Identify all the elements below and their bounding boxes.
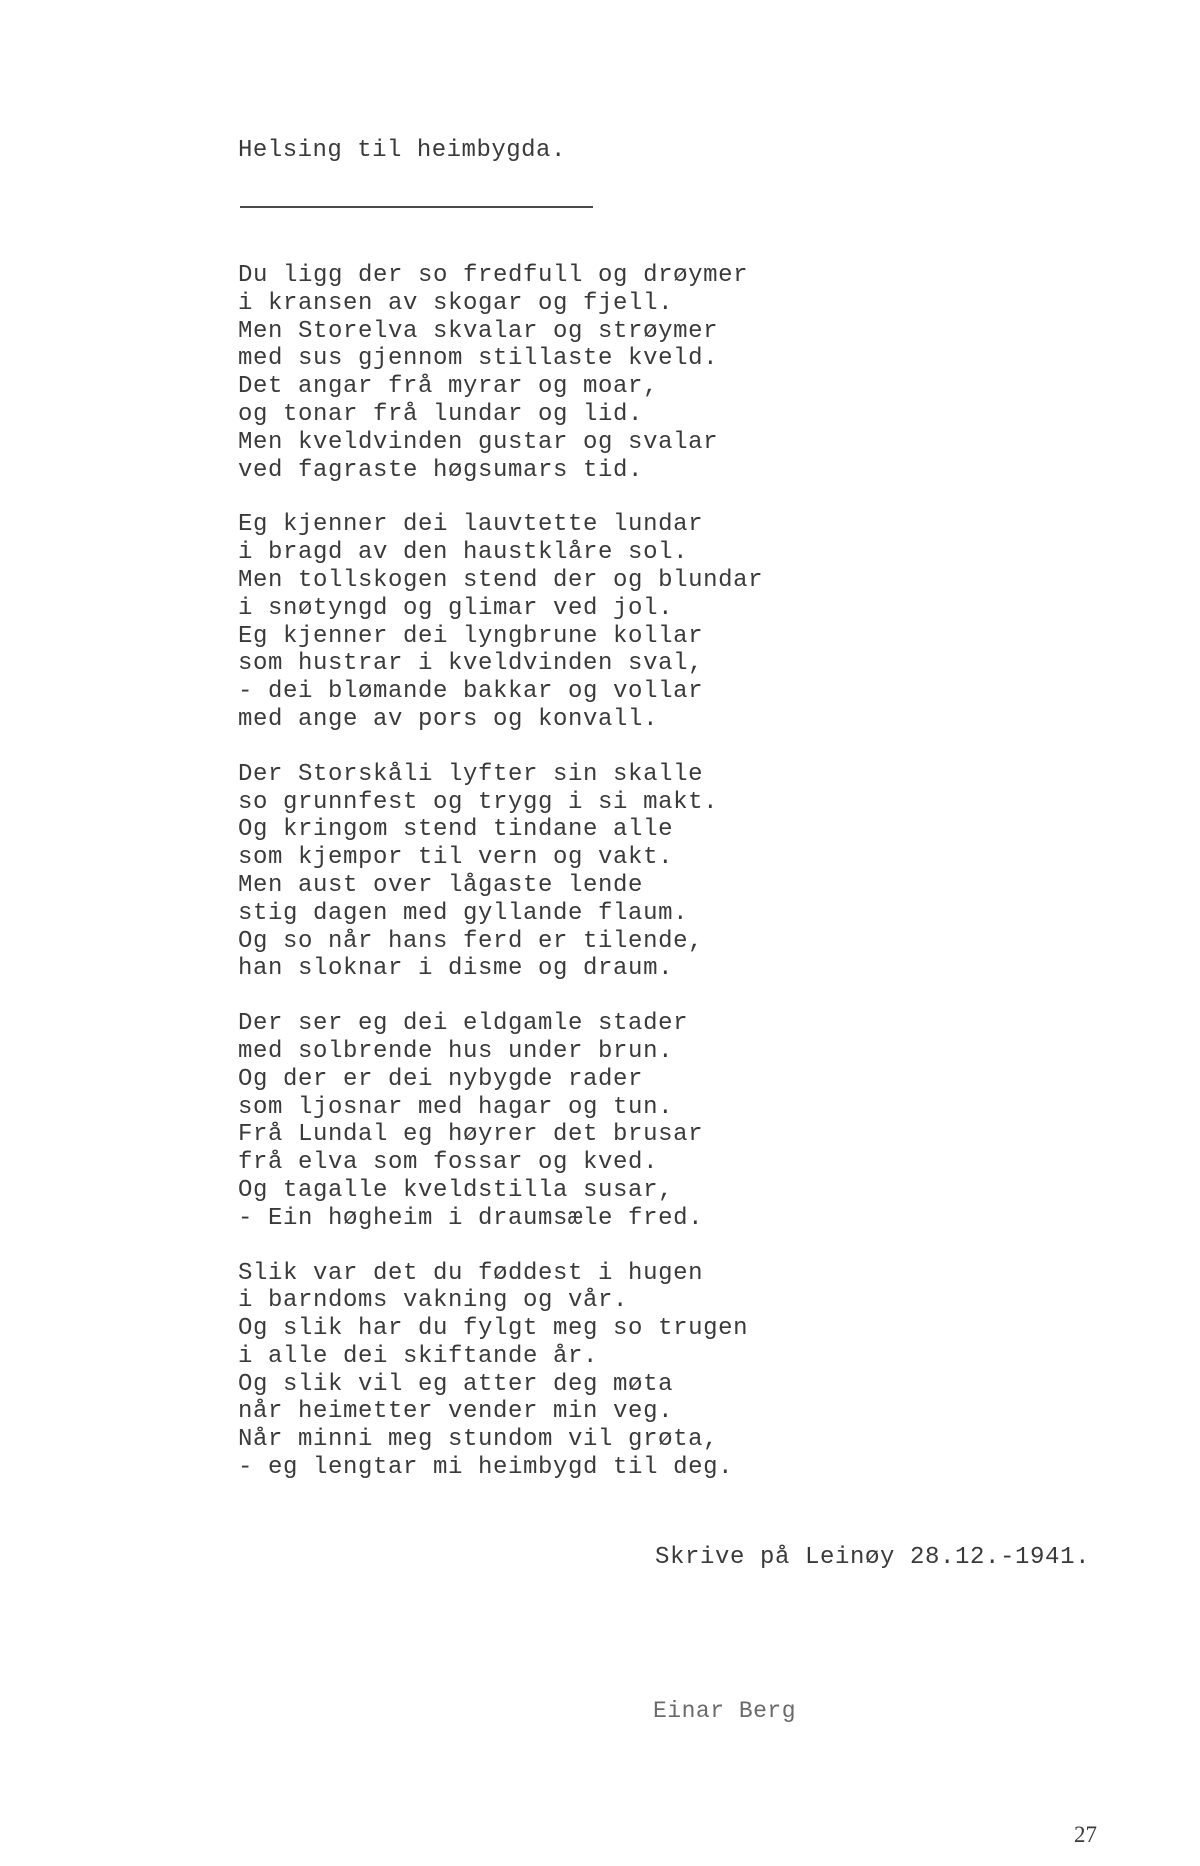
poem-line: i alle dei skiftande år. [238, 1342, 599, 1370]
poem-line: so grunnfest og trygg i si makt. [238, 788, 719, 816]
poem-line: han sloknar i disme og draum. [238, 955, 674, 983]
dateline: Skrive på Leinøy 28.12.-1941. [655, 1544, 1091, 1571]
title-underline [240, 206, 593, 208]
poem-line: Og kringom stend tindane alle [238, 816, 674, 844]
poem-line: Der Storskåli lyfter sin skalle [238, 760, 704, 788]
poem-line: Og slik vil eg atter deg møta [238, 1370, 674, 1398]
poem-line: Men Storelva skvalar og strøymer [238, 317, 719, 345]
poem-line: Men kveldvinden gustar og svalar [238, 428, 719, 456]
poem-line: Og slik har du fylgt meg so trugen [238, 1315, 749, 1343]
poem-line: Der ser eg dei eldgamle stader [238, 1010, 689, 1038]
poem-line: Eg kjenner dei lyngbrune kollar [238, 622, 704, 650]
stanza-3 [238, 761, 1138, 983]
poem-line: frå elva som fossar og kved. [238, 1149, 659, 1177]
poem-line: i bragd av den haustklåre sol. [238, 539, 689, 567]
poem-line: Når minni meg stundom vil grøta, [238, 1426, 719, 1454]
poem-line: - dei blømande bakkar og vollar [238, 678, 704, 706]
poem-line: Slik var det du føddest i hugen [238, 1259, 704, 1287]
poem-line: som hustrar i kveldvinden sval, [238, 650, 704, 678]
poem-line: Du ligg der so fredfull og drøymer [238, 262, 749, 289]
poem-line: og tonar frå lundar og lid. [238, 400, 644, 428]
poem-line: i barndoms vakning og vår. [238, 1287, 629, 1315]
poem-line: Og so når hans ferd er tilende, [238, 927, 704, 955]
poem-line: Men aust over lågaste lende [238, 871, 644, 899]
poem-line: Frå Lundal eg høyrer det brusar [238, 1121, 704, 1149]
poem-line: Og der er dei nybygde rader [238, 1065, 644, 1093]
poem-line: med sus gjennom stillaste kveld. [238, 345, 719, 373]
poem-line: i kransen av skogar og fjell. [238, 289, 674, 317]
poem-line: Det angar frå myrar og moar, [238, 373, 659, 401]
stanza-4 [238, 1010, 1138, 1232]
page-number: 27 [1074, 1822, 1097, 1847]
poem-line: Og tagalle kveldstilla susar, [238, 1176, 674, 1204]
poem-line: når heimetter vender min veg. [238, 1398, 674, 1426]
stanza-2 [238, 511, 1138, 733]
signature: Einar Berg [653, 1698, 797, 1724]
stanza-5 [238, 1260, 1138, 1482]
poem-line: Eg kjenner dei lauvtette lundar [238, 511, 704, 539]
stanza-1 [238, 262, 1138, 484]
poem-line: ved fagraste høgsumars tid. [238, 456, 644, 484]
poem-line: stig dagen med gyllande flaum. [238, 899, 689, 927]
poem-line: med solbrende hus under brun. [238, 1037, 674, 1065]
poem-title: Helsing til heimbygda. [238, 137, 566, 164]
poem-line: - Ein høgheim i draumsæle fred. [238, 1204, 704, 1232]
poem-line: Men tollskogen stend der og blundar [238, 566, 764, 594]
poem-line: med ange av pors og konvall. [238, 705, 659, 733]
poem-line: som ljosnar med hagar og tun. [238, 1093, 674, 1121]
poem-line: som kjempor til vern og vakt. [238, 844, 674, 872]
poem-line: - eg lengtar mi heimbygd til deg. [238, 1454, 734, 1482]
poem-line: i snøtyngd og glimar ved jol. [238, 594, 674, 622]
poem-body [238, 262, 1138, 1509]
